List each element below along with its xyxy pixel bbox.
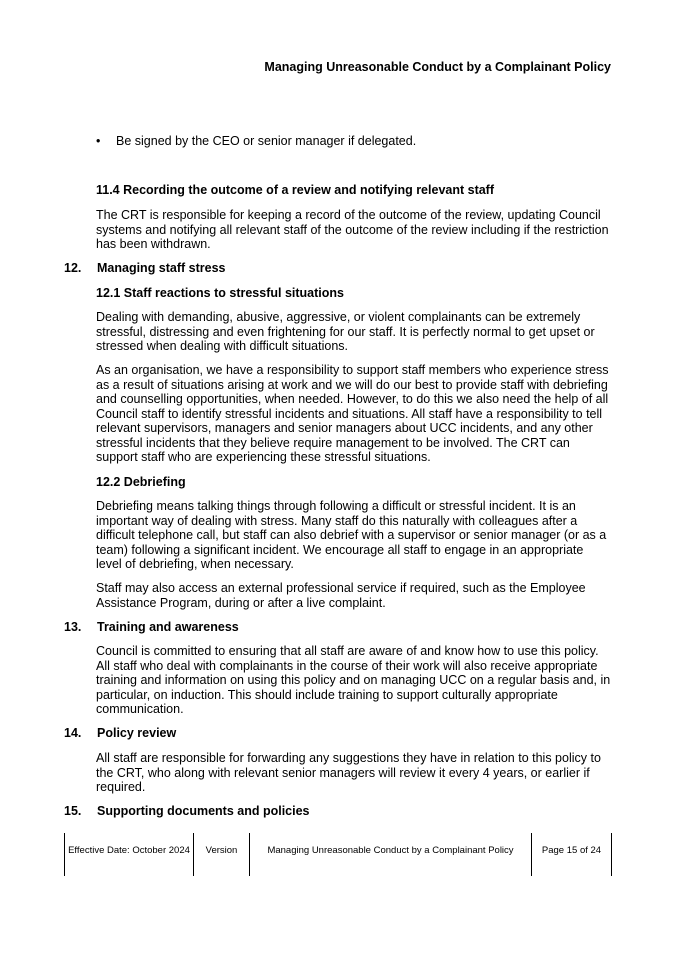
section-title: Training and awareness	[97, 620, 239, 634]
section-title: Managing staff stress	[97, 261, 226, 275]
section-12-2-heading: 12.2 Debriefing	[96, 475, 186, 489]
bullet-icon: •	[96, 134, 101, 148]
section-number: 14.	[64, 726, 82, 740]
footer-title: Managing Unreasonable Conduct by a Complainant Policy	[249, 833, 531, 876]
section-12-2-paragraph-2: Staff may also access an external professional service if required, such as the Employee Assistance Program, during or after a live complaint.	[96, 581, 586, 610]
page-header-title: Managing Unreasonable Conduct by a Complainant Policy	[264, 60, 611, 74]
section-13-paragraph: Council is committed to ensuring that all staff are aware of and know how to use this policy. All staff who deal with complainants in the course of their work will also receive appropriate training and information on using this policy and on managing UCC on a regular basis and, in particular, on induction. This should include training to support culturally appropriate communication.	[96, 644, 611, 716]
section-11-4-paragraph: The CRT is responsible for keeping a record of the outcome of the review, updating Council systems and notifying all relevant staff of the outcome of the review including if the restriction has been withdrawn.	[96, 208, 609, 251]
section-11-4-heading: 11.4 Recording the outcome of a review and notifying relevant staff	[96, 183, 495, 197]
section-number: 15.	[64, 804, 82, 818]
footer-page-number: Page 15 of 24	[531, 833, 612, 876]
section-12-1-paragraph-1: Dealing with demanding, abusive, aggressive, or violent complainants can be extremely stressful, distressing and even frightening for our staff. It is perfectly normal to get upset or stressed when dealing with difficult situations.	[96, 310, 595, 353]
section-number: 12.	[64, 261, 82, 275]
section-12-1-heading: 12.1 Staff reactions to stressful situations	[96, 286, 344, 300]
footer-version: Version	[193, 833, 249, 876]
section-number: 13.	[64, 620, 82, 634]
page-footer	[64, 833, 612, 876]
section-12-1-paragraph-2: As an organisation, we have a responsibility to support staff members who experience stress as a result of situations arising at work and we will do our best to provide staff with debriefing and counselling opportunities, when needed. However, to do this we also need the help of all Council staff to identify stressful incidents and situations. All staff have a responsibility to tell relevant supervisors, managers and senior managers about UCC incidents, and any other stressful incidents that they believe require management to be involved. The CRT can support staff who are experiencing these stressful situations.	[96, 363, 609, 464]
section-14-paragraph: All staff are responsible for forwarding any suggestions they have in relation to this policy to the CRT, who along with relevant senior managers will review it every 4 years, or earlier if required.	[96, 751, 601, 794]
footer-effective-date: Effective Date: October 2024	[64, 833, 193, 876]
section-12-2-paragraph-1: Debriefing means talking things through following a difficult or stressful incident. It is an important way of dealing with stress. Many staff do this naturally with colleagues after a difficult telephone call, but staff can also debrief with a supervisor or senior manager (or as a team) following a significant incident. We encourage all staff to engage in an appropriate level of debriefing, when necessary.	[96, 499, 607, 571]
section-title: Policy review	[97, 726, 177, 740]
section-title: Supporting documents and policies	[97, 804, 310, 818]
list-item-text: Be signed by the CEO or senior manager if delegated.	[116, 134, 417, 148]
